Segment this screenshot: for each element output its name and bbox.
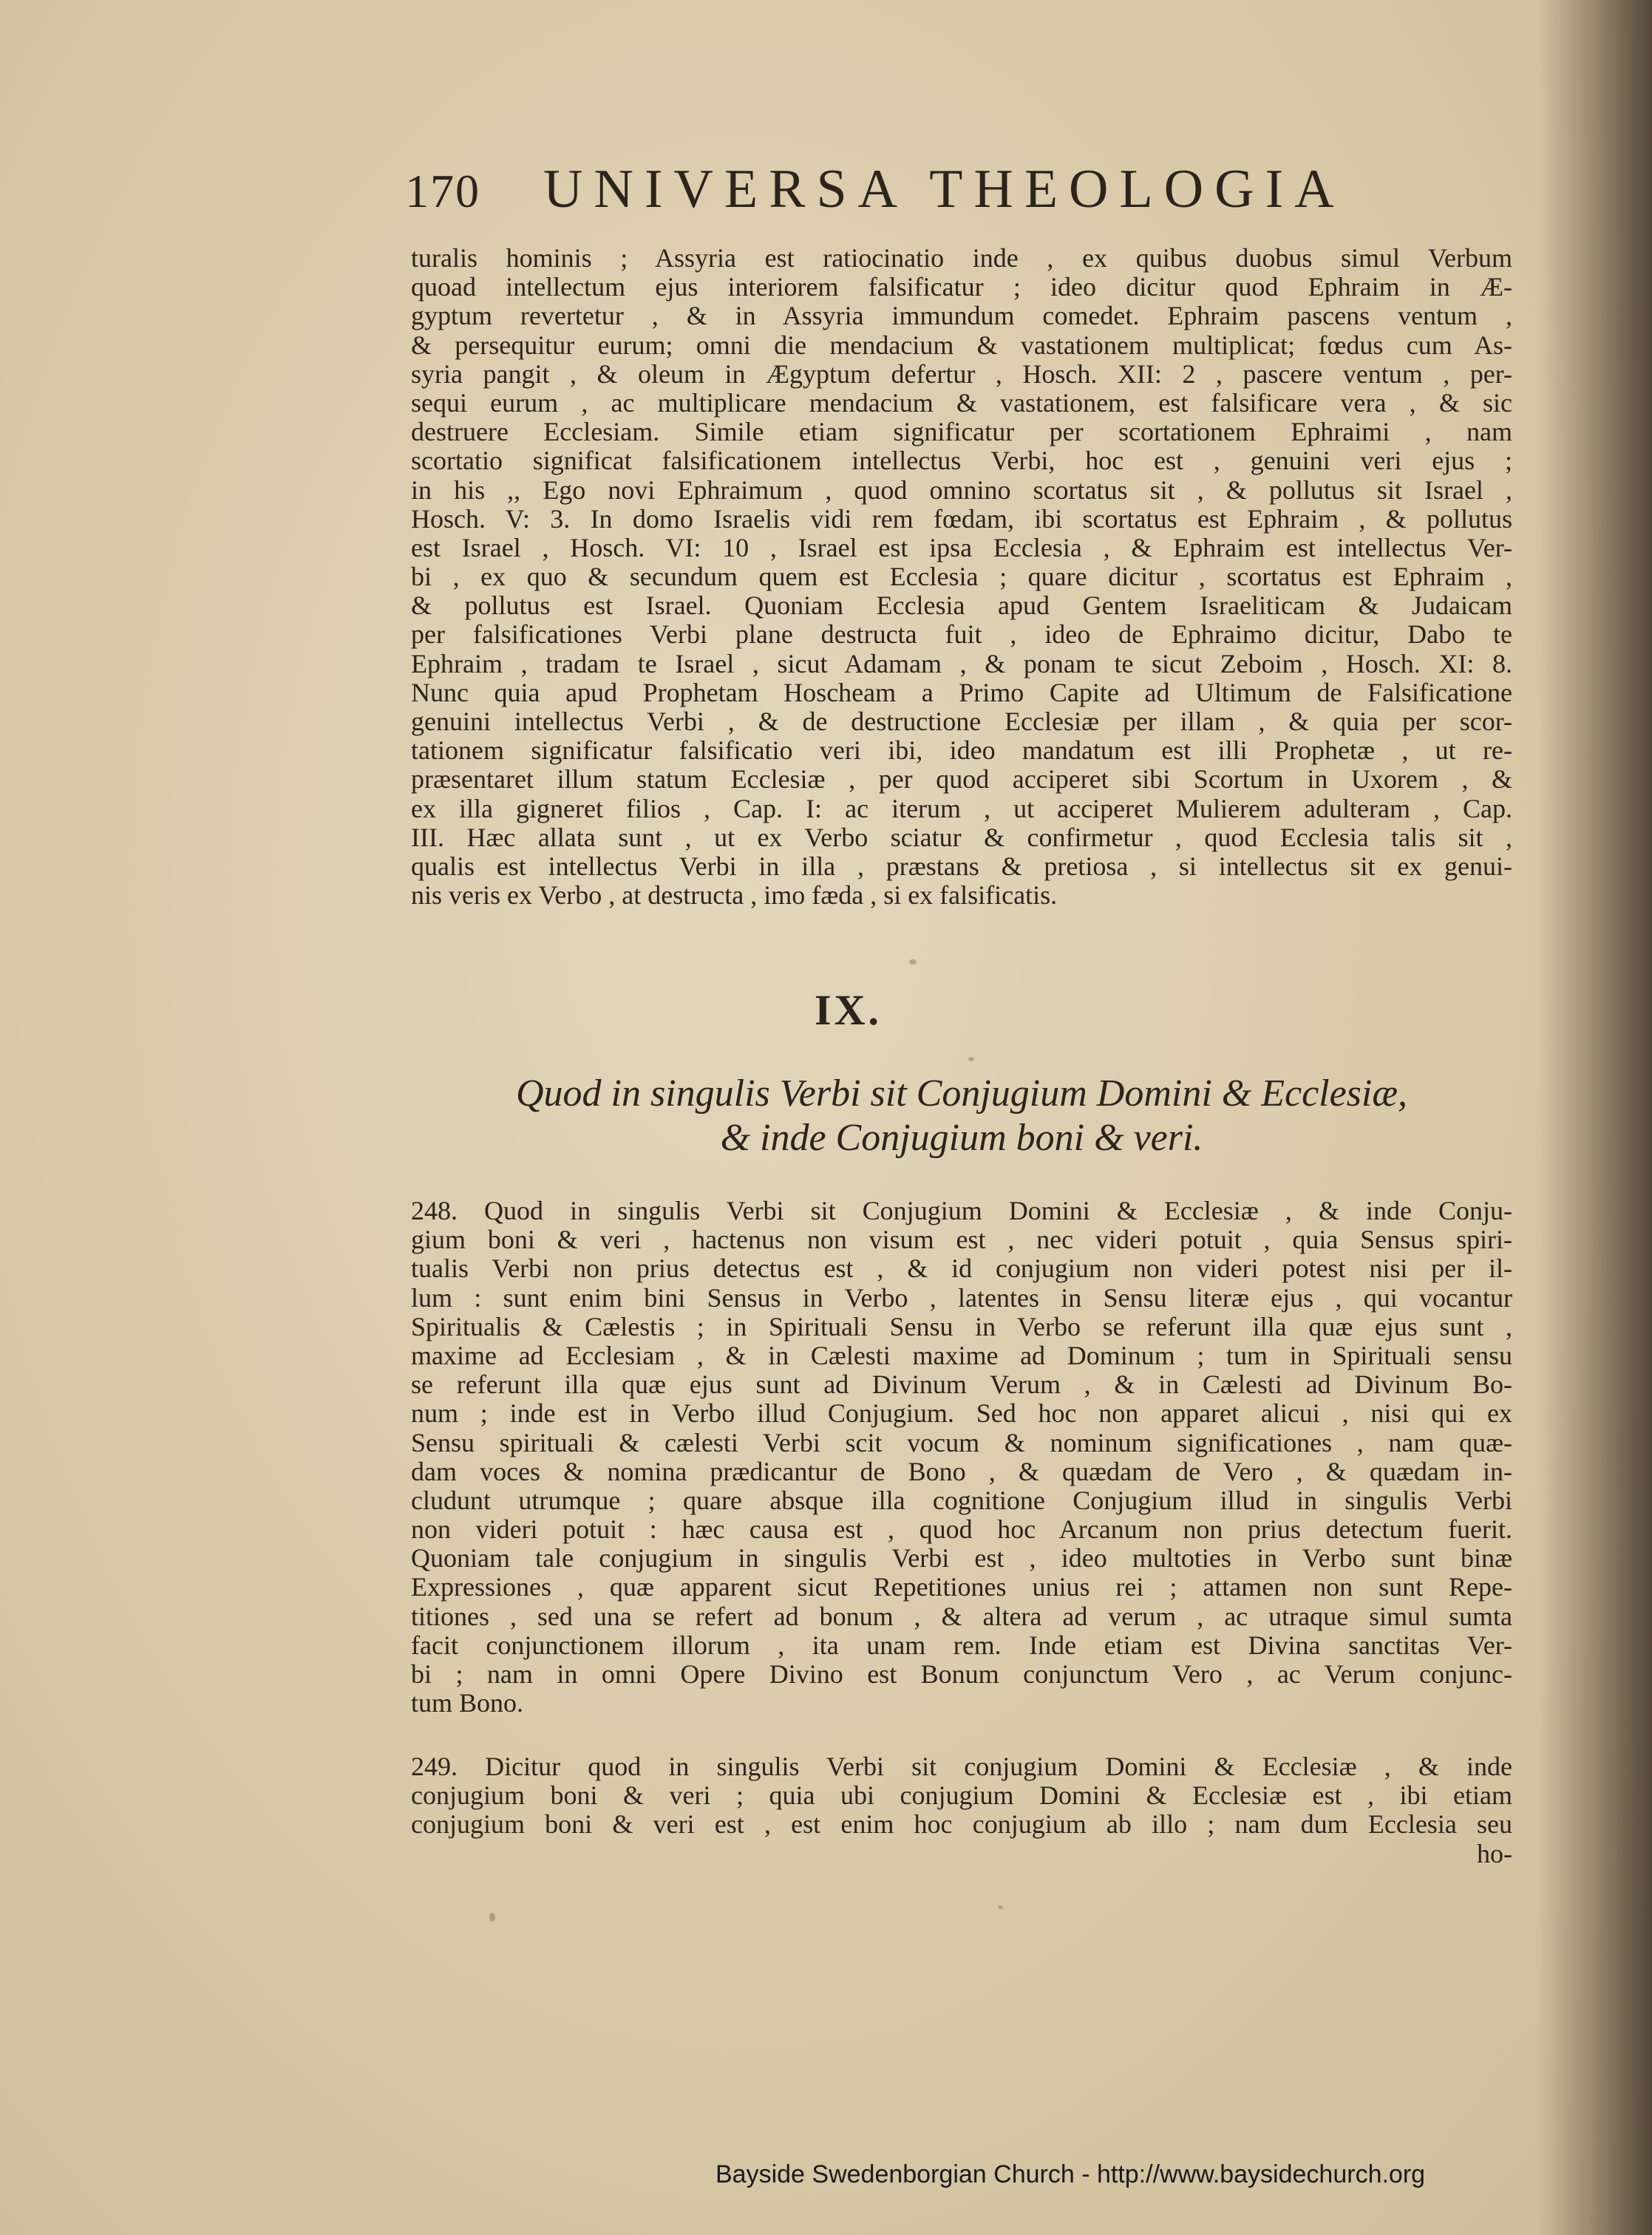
text-line: III. Hæc allata sunt , ut ex Verbo sciatur & confirmetur , quod Ecclesia talis sit , [411, 822, 1512, 852]
text-line: tationem significatur falsificatio veri ibi, ideo mandatum est illi Prophetæ , ut re- [411, 735, 1512, 766]
text-line: qualis est intellectus Verbi in illa , præstans & pretiosa , si intellectus sit ex genui- [411, 851, 1512, 881]
ink-spot [998, 1905, 1003, 1909]
text-line: Ephraim , tradam te Israel , sicut Adamam , & ponam te sicut Zeboim , Hosch. XI: 8. [411, 648, 1512, 678]
text-line: cludunt utrumque ; quare absque illa cognitione Conjugium illud in singulis Verbi [411, 1485, 1512, 1515]
text-line: se referunt illa quæ ejus sunt ad Divinum Verum , & in Cælesti ad Divinum Bo- [411, 1370, 1512, 1400]
text-block-1 [411, 244, 1512, 910]
text-line: facit conjunctionem illorum , ita unam rem. Inde etiam est Divina sanctitas Ver- [411, 1630, 1512, 1660]
chapter-title-line-2: & inde Conjugium boni & veri. [720, 1117, 1203, 1159]
text-line: Spiritualis & Cælestis ; in Spirituali Sensu in Verbo se referunt illa quæ ejus sunt , [411, 1311, 1512, 1341]
ink-spot [489, 1913, 495, 1922]
text-line: 249. Dicitur quod in singulis Verbi sit conjugium Domini & Ecclesiæ , & inde [411, 1752, 1512, 1781]
chapter-number: IX. [815, 986, 882, 1034]
text-line: per falsificationes Verbi plane destructa fuit , ideo de Ephraimo dicitur, Dabo te [411, 619, 1512, 650]
ink-spot [968, 1057, 974, 1061]
catchword: ho- [1477, 1838, 1512, 1868]
text-line: & pollutus est Israel. Quoniam Ecclesia apud Gentem Israeliticam & Judaicam [411, 591, 1512, 621]
text-line: genuini intellectus Verbi , & de destructione Ecclesiæ per illam , & quia per scor- [411, 707, 1512, 736]
chapter-title-line-1: Quod in singulis Verbi sit Conjugium Domini & Ecclesiæ, [515, 1072, 1408, 1115]
text-line: Quoniam tale conjugium in singulis Verbi est , ideo multoties in Verbo sunt binæ [411, 1543, 1512, 1574]
text-line: nis veris ex Verbo , at destructa , imo fæda , si ex falsificatis. [411, 880, 1058, 911]
running-head: UNIVERSA THEOLOGIA [543, 159, 1345, 220]
page-number: 170 [405, 165, 480, 217]
text-line: syria pangit , & oleum in Ægyptum defertur , Hosch. XII: 2 , pascere ventum , per- [411, 358, 1512, 389]
text-line: turalis hominis ; Assyria est ratiocinatio inde , ex quibus duobus simul Verbum [411, 243, 1512, 273]
text-line: destruere Ecclesiam. Simile etiam significatur per scortationem Ephraimi , nam [411, 417, 1512, 447]
text-line: Expressiones , quæ apparent sicut Repetitiones unius rei ; attamen non sunt Repe- [411, 1572, 1512, 1602]
text-line: præsentaret illum statum Ecclesiæ , per quod acciperet sibi Scortum in Uxorem , & [411, 764, 1512, 795]
text-line: tualis Verbi non prius detectus est , & id conjugium non videri potest nisi per il- [411, 1253, 1512, 1284]
text-line: titiones , sed una se refert ad bonum , & altera ad verum , ac utraque simul sumta [411, 1601, 1512, 1631]
text-line: est Israel , Hosch. VI: 10 , Israel est ipsa Ecclesia , & Ephraim est intellectus Ver- [411, 532, 1512, 562]
text-line: maxime ad Ecclesiam , & in Cælesti maxime ad Dominum ; tum in Spirituali sensu [411, 1340, 1512, 1370]
text-line: dam voces & nomina prædicantur de Bono , & quædam de Vero , & quædam in- [411, 1456, 1512, 1486]
text-line: conjugium boni & veri est , est enim hoc conjugium ab illo ; nam dum Ecclesia seu [411, 1809, 1512, 1840]
text-line: gium boni & veri , hactenus non visum est , nec videri potuit , quia Sensus spiri- [411, 1225, 1512, 1255]
text-line: in his ,, Ego novi Ephraimum , quod omnino scortatus sit , & pollutus sit Israel , [411, 474, 1512, 505]
text-line: 248. Quod in singulis Verbi sit Conjugium Domini & Ecclesiæ , & inde Conju- [411, 1196, 1512, 1225]
text-line: bi , ex quo & secundum quem est Ecclesia ; quare dicitur , scortatus est Ephraim , [411, 562, 1512, 592]
text-line: Hosch. V: 3. In domo Israelis vidi rem fœdam, ibi scortatus est Ephraim , & pollutus [411, 503, 1512, 534]
text-line: Nunc quia apud Prophetam Hoscheam a Primo Capite ad Ultimum de Falsificatione [411, 677, 1512, 707]
text-line: non videri potuit : hæc causa est , quod hoc Arcanum non prius detectum fuerit. [411, 1514, 1512, 1545]
text-line: scortatio significat falsificationem intellectus Verbi, hoc est , genuini veri ejus ; [411, 446, 1512, 476]
text-line: quoad intellectum ejus interiorem falsificatur ; ideo dicitur quod Ephraim in Æ- [411, 272, 1512, 302]
text-line: num ; inde est in Verbo illud Conjugium. Sed hoc non apparet alicui , nisi qui ex [411, 1398, 1512, 1429]
text-line: & persequitur eurum; omni die mendacium & vastationem multiplicat; fœdus cum As- [411, 330, 1512, 360]
text-line: lum : sunt enim bini Sensus in Verbo , latentes in Sensu literæ ejus , qui vocantur [411, 1282, 1512, 1313]
text-line: gyptum revertetur , & in Assyria immundum comedet. Ephraim pascens ventum , [411, 301, 1512, 331]
ink-spot [909, 959, 917, 965]
chapter-title [411, 1072, 1512, 1160]
text-line: ex illa gigneret filios , Cap. I: ac iterum , ut acciperet Mulierem adulteram , Cap. [411, 793, 1512, 823]
text-line: Sensu spirituali & cælesti Verbi scit vocum & nominum significationes , nam quæ- [411, 1427, 1512, 1457]
paragraph-249 [411, 1752, 1512, 1868]
text-line: tum Bono. [411, 1688, 524, 1718]
paragraph-248 [411, 1197, 1512, 1718]
text-line: bi ; nam in omni Opere Divino est Bonum conjunctum Vero , ac Verum conjunc- [411, 1659, 1512, 1689]
text-line: conjugium boni & veri ; quia ubi conjugium Domini & Ecclesiæ est , ibi etiam [411, 1780, 1512, 1811]
text-line: sequi eurum , ac multiplicare mendacium & vastationem, est falsificare vera , & sic [411, 387, 1512, 418]
footer-credit: Bayside Swedenborgian Church - http://www.baysidechurch.org [715, 2160, 1426, 2188]
